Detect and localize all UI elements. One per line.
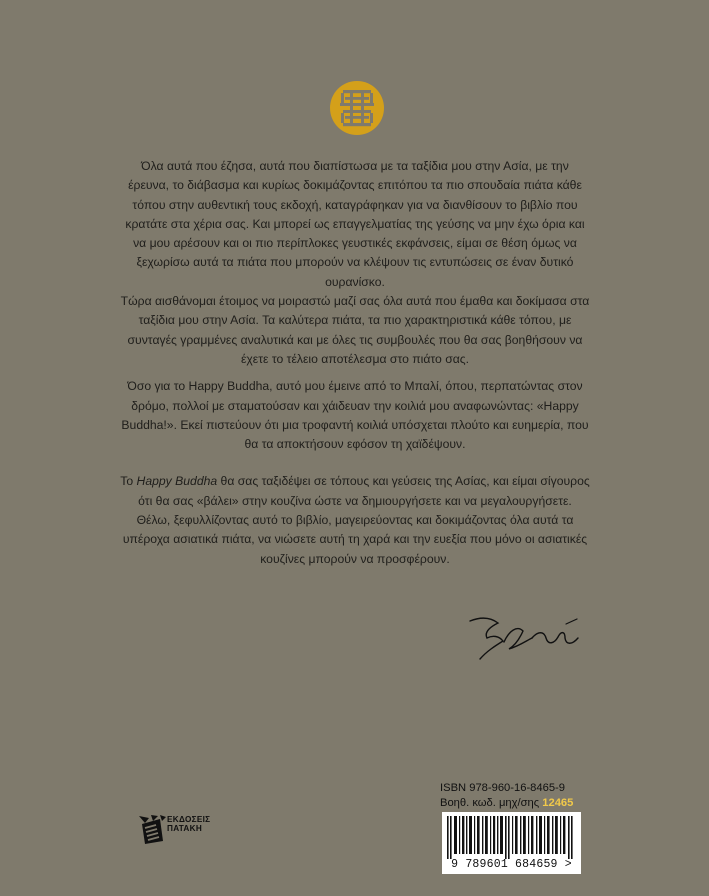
- closing-intro: Το: [120, 474, 137, 489]
- ready-paragraph: Τώρα αισθάνομαι έτοιμος να μοιραστώ μαζί σας όλα αυτά που έμαθα και δοκίμασα στα ταξίδια μου στην Ασία. Τα καλύτερα πιάτα, τα πιο χαρακτηριστικά κάθε τόπου, με συνταγές γραμμένες αναλυτικά και με όλες τις συμβουλές που θα σας βοηθήσουν να έχετε το τέλειο αποτέλεσμα στο πιάτο σας.: [120, 294, 590, 366]
- author-signature: [462, 607, 584, 667]
- publisher-line-1: ΕΚΔΟΣΕΙΣ: [167, 815, 211, 824]
- publisher-line-2: ΠΑΤΑΚΗ: [167, 824, 203, 833]
- aux-code-label: Βοηθ. κωδ. μηχ/σης: [440, 797, 543, 809]
- happy-buddha-paragraph: Όσο για το Happy Buddha, αυτό μου έμεινε από το Μπαλί, όπου, περπατώντας στον δρόμο, πολλοί με σταματούσαν και χάιδευαν την κοιλιά μου αναφωνώντας: «Happy Buddha!». Εκεί πιστεύουν ότι μια τροφαντή κοιλιά υπόσχεται πλούτο και ευημερία, που θα τα αποκτήσουν εφόσον τη χαϊδέψουν.: [121, 379, 589, 452]
- barcode-digits: 9 789601 684659 >: [451, 858, 572, 871]
- closing-paragraph: [120, 472, 590, 568]
- barcode: [442, 812, 581, 874]
- aux-code-value: 12465: [542, 797, 574, 809]
- barcode-bars-icon: [447, 816, 576, 859]
- aux-code-line: [440, 796, 580, 811]
- back-cover-text: [120, 157, 590, 569]
- isbn-number: ISBN 978-960-16-8465-9: [440, 782, 566, 794]
- intro-paragraph: Όλα αυτά που έζησα, αυτά που διαπίστωσα με τα ταξίδια μου στην Ασία, με την έρευνα, το διάβασμα και κυρίως δοκιμάζοντας επιτόπου τα πιο σπουδαία πιάτα κάθε τόπου στην αυθεντική τους εκδοχή, καταγράφηκαν για να διανθίσουν το βιβλίο που κρατάτε στα χέρια σας. Και μπορεί ως επαγγελματίας της γεύσης να μην έχω όρια και να μου αρέσουν και οι πιο περίπλοκες γευστικές εκφάνσεις, είμαι σε θέση όμως να ξεχωρίσω αυτά τα πιάτα που μπορούν να κλέψουν τις εντυπώσεις σε έναν δυτικό ουρανίσκο.: [125, 159, 585, 289]
- book-title: Happy Buddha: [136, 474, 218, 489]
- double-happiness-emblem: [329, 79, 385, 137]
- isbn-area: [440, 781, 580, 811]
- publisher-name: [167, 815, 225, 833]
- closing-text: θα σας ταξιδέψει σε τόπους και γεύσεις της Ασίας, και είμαι σίγουρος ότι θα σας «βάλει» στην κουζίνα ώστε να δημιουργήσετε και να μεγαλουργήσετε. Θέλω, ξεφυλλίζοντας αυτό το βιβλίο, μαγειρεύοντας και δοκιμάζοντας όλα αυτά τα υπέροχα ασιατικά πιάτα, να νιώσετε αυτή τη χαρά και την ευεξία που μόνο οι ασιατικές κουζίνες μπορούν να προσφέρουν.: [122, 474, 590, 566]
